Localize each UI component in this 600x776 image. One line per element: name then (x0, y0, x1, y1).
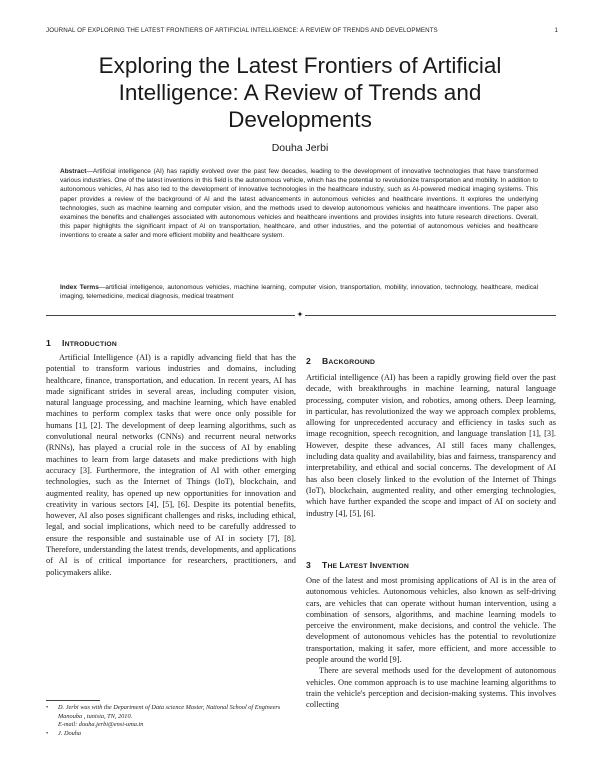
page-number: 1 (554, 27, 558, 34)
abstract (60, 167, 538, 241)
section-title-rest: NVENTION (372, 563, 410, 570)
intro-paragraph: Artificial Intelligence (AI) is a rapidly advancing field that has the potential to transform various industries and domains, including healthcare, finance, transportation, and education. In recent years, AI has made significant strides in several areas, including computer vision, natural language processing, and machine learning, which have enabled machines to perform complex tasks that were once only possible for humans [1], [2]. The development of deep learning algorithms, such as convolutional neural networks (CNNs) and recurrent neural networks (RNNs), has played a crucial role in the success of AI by enabling machines to learn from large datasets and make predictions with high accuracy [3]. Furthermore, the integration of AI with other emerging technologies, such as the Internet of Things (IoT), blockchain, and augmented reality, has opened up new opportunities for innovation and creativity in various sectors [4], [5], [6]. Despite its potential benefits, however, AI also poses significant challenges and risks, including ethical, legal, and social implications, which need to be carefully addressed to ensure the responsible and sustainable use of AI in society [7], [8]. Therefore, understanding the latest trends, developments, and applications of AI is of critical importance for researchers, practitioners, and policymakers alike. (46, 353, 296, 577)
section-title-rest: HE (327, 563, 340, 570)
running-header (46, 27, 558, 34)
footnote-affiliation (46, 704, 296, 730)
footnotes (46, 704, 296, 738)
section-title-initial: L (339, 560, 345, 570)
abstract-label: Abstract (60, 168, 87, 175)
index-terms (60, 283, 538, 301)
section-title-initial: T (322, 560, 328, 570)
author-name: Douha Jerbi (271, 142, 329, 154)
affiliation-text: D. Jerbi was with the Department of Data science Master, National School of Engineers Manouba , tunisia, TN, 2010. (58, 704, 281, 720)
invention-body (306, 575, 556, 711)
section-heading-introduction (46, 338, 117, 348)
email-text: E-mail: douha.jerbi@ensi-uma.tn (58, 721, 144, 728)
section-number: 1 (46, 338, 51, 348)
footnote-rule (46, 700, 100, 701)
footnote-name (46, 730, 296, 739)
section-title-initial: B (322, 356, 329, 366)
section-heading-latest-invention (306, 560, 409, 570)
index-terms-text: —artificial intelligence, autonomous vehicles, machine learning, computer vision, transportation, mobility, innovation, technology, healthcare, medical imaging, telemedicine, medical diagnosis, medical treatment (60, 284, 539, 301)
section-title-initial: I (369, 560, 373, 570)
section-title-initial: I (62, 338, 65, 348)
section-title-rest: ACKGROUND (328, 359, 376, 366)
footnote-name-text: J. Douha (58, 729, 82, 737)
section-number: 2 (306, 356, 311, 366)
separator-diamond-icon: ✦ (296, 310, 304, 319)
bullet-icon: • (46, 704, 49, 711)
invention-paragraph-2: There are several methods used for the development of autonomous vehicles. One common approach is to use machine learning algorithms to train the vehicle's perception and decision-making systems. This involves collecting (306, 666, 556, 710)
left-column (46, 352, 296, 578)
background-paragraph: Artificial intelligence (AI) has been a rapidly growing field over the past decade, with breakthroughs in machine learning, natural language processing, computer vision, and robotics, among others. Deep learning, in particular, has revolutionized the way we approach complex problems, allowing for unprecedented accuracy and efficiency in tasks such as image recognition, speech recognition, and language translation [1], [3]. However, despite these advances, AI still faces many challenges, including data quality and availability, bias and fairness, transparency and interpretability, and ethical and social concerns. The development of AI has also been closely linked to the evolution of the Internet of Things (IoT), blockchain, augmented reality, and other emerging technologies, which have further expanded the scope and impact of AI on society and industry [4], [5], [6]. (306, 373, 556, 518)
running-title: JOURNAL OF EXPLORING THE LATEST FRONTIERS OF ARTIFICIAL INTELLIGENCE: A REVIEW OF TRENDS AND DEVELOPMENTS (46, 27, 438, 34)
section-title-rest: NTRODUCTION (64, 341, 118, 348)
index-terms-label: Index Terms (60, 284, 99, 291)
invention-paragraph-1: One of the latest and most promising applications of AI is in the area of autonomous vehicles. Autonomous vehicles, also known as self-driving cars, are vehicles that can operate without human intervention, using a combination of sensors, algorithms, and machine learning models to perceive the environment, make decisions, and control the vehicle. The development of autonomous vehicles has the potential to revolutionize transportation, making it safer, more efficient, and more accessible to people around the world [9]. (306, 576, 556, 665)
section-number: 3 (306, 560, 311, 570)
abstract-text: —Artificial intelligence (AI) has rapidly evolved over the past few decades, leading to the development of innovative technologies that have transformed various industries. One of the latest inventions in this field is the autonomous vehicle, which has the potential to revolutionize transportation and mobility. In addition to autonomous vehicles, AI has also led to the development of innovative technologies in the healthcare industry, such as AI-powered medical imaging systems. This paper provides a review of the background of AI and the latest advancements in autonomous vehicles and healthcare inventions. It explores the underlying technologies, such as machine learning and computer vision, and the methods used to develop autonomous vehicles and healthcare inventions. The paper also examines the benefits and challenges associated with autonomous vehicles and healthcare inventions and provides insights into future research directions. Overall, this paper highlights the significant impact of AI on transportation, healthcare, and other industries, and the potential of autonomous vehicles and healthcare inventions to create a safer and more efficient mobility and healthcare system. (60, 168, 538, 240)
section-heading-background (306, 356, 375, 366)
section-title-rest: ATEST (344, 563, 370, 570)
background-body (306, 372, 556, 519)
footnote-body (58, 704, 296, 730)
paper-title: Exploring the Latest Frontiers of Artificial Intelligence: A Review of Trends and Developments (98, 53, 502, 132)
bullet-icon: • (46, 729, 49, 737)
